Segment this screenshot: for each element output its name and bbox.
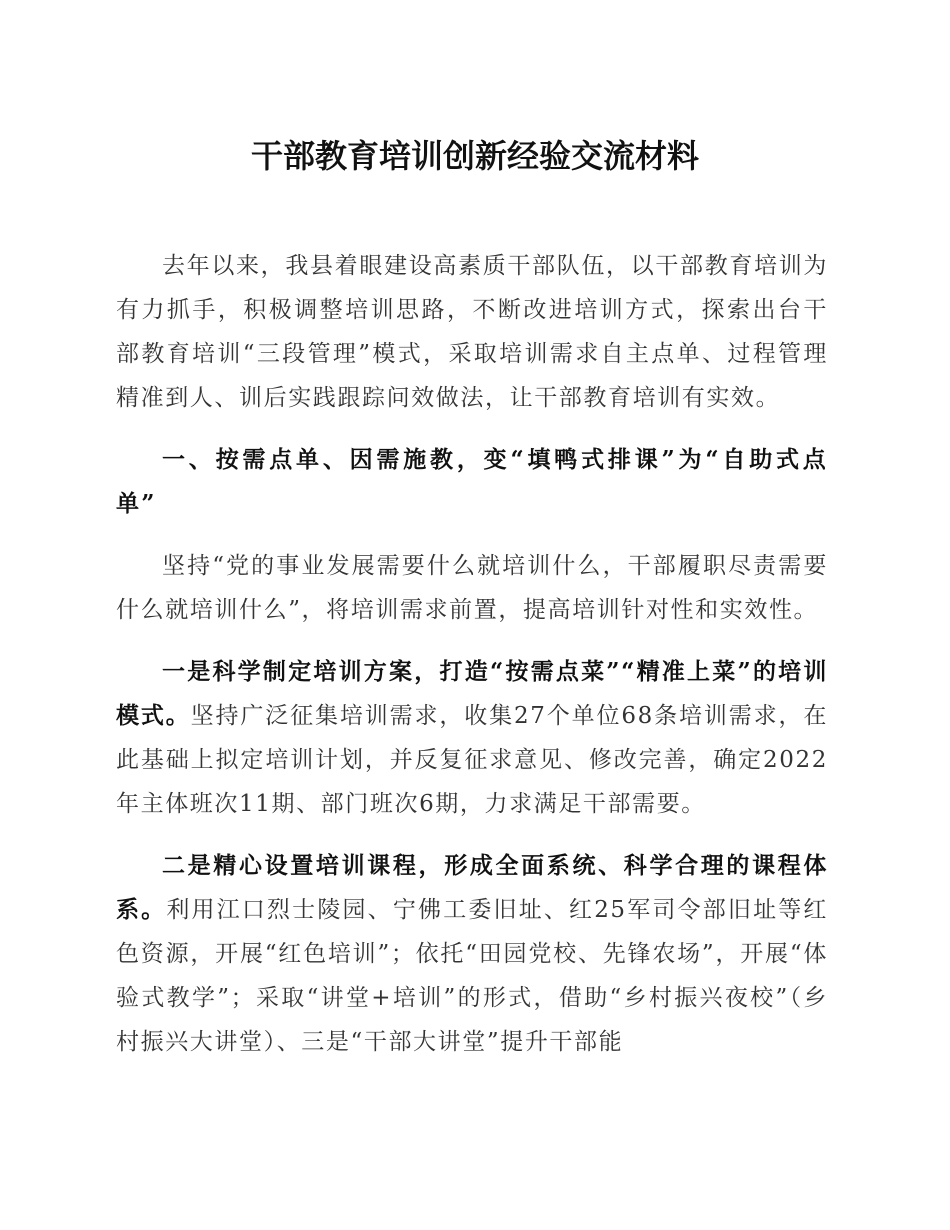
item-2-paragraph bbox=[116, 844, 828, 1064]
document-body bbox=[116, 244, 828, 1082]
item-1-text: 坚持广泛征集培训需求，收集27个单位68条培训需求，在此基础上拟定培训计划，并反复征求意见、修改完善，确定2022年主体班次11期、部门班次6期，力求满足干部需要。 bbox=[116, 703, 828, 817]
section-1-heading: 一、按需点单、因需施教，变“填鸭式排课”为“自助式点单” bbox=[116, 446, 828, 517]
item-2-lead: 二是精心设置培训课程，形成全面系统、科学合理的课程体系。 bbox=[116, 852, 828, 923]
document-title: 干部教育培训创新经验交流材料 bbox=[250, 137, 699, 175]
item-1-lead: 一是科学制定培训方案，打造“按需点菜”“精准上菜”的培训模式。 bbox=[116, 658, 828, 729]
item-1-paragraph bbox=[116, 650, 828, 826]
section-1-paragraph: 坚持“党的事业发展需要什么就培训什么，干部履职尽责需要什么就培训什么”，将培训需求前置，提高培训针对性和实效性。 bbox=[116, 553, 828, 623]
intro-paragraph: 去年以来，我县着眼建设高素质干部队伍，以干部教育培训为有力抓手，积极调整培训思路，不断改进培训方式，探索出台干部教育培训“三段管理”模式，采取培训需求自主点单、过程管理精准到人、训后实践跟踪问效做法，让干部教育培训有实效。 bbox=[116, 253, 828, 411]
item-2-text: 利用江口烈士陵园、宁佛工委旧址、红25军司令部旧址等红色资源，开展“红色培训”；依托“田园党校、先锋农场”，开展“体验式教学”；采取“讲堂+培训”的形式，借助“乡村振兴夜校”（乡村振兴大讲堂）、三是“干部大讲堂”提升干部能 bbox=[116, 897, 829, 1055]
